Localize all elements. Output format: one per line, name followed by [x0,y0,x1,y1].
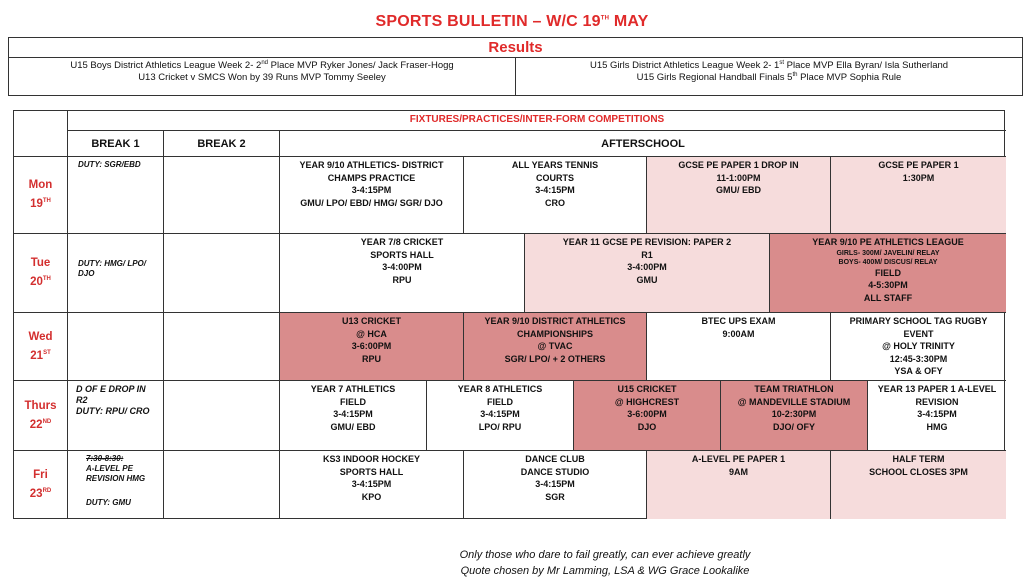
date-num: 20 [30,276,43,288]
results-heading: Results [9,38,1022,58]
results-boys [9,58,515,95]
event-line: 3-4:15PM [480,409,520,419]
event-line: YEAR 7 ATHLETICS [310,384,396,394]
duty-mon: DUTY: SGR/EBD [68,157,164,234]
day-fri [14,451,68,519]
event-wed-1 [280,313,464,381]
event-line: CHAMPIONSHIPS [516,328,593,339]
results-girls [515,58,1022,95]
event-wed-4 [831,313,1006,381]
event-line: 12:45-3:30PM [889,353,948,364]
duty-line: D OF E DROP IN R2 [76,384,146,405]
event-fri-2 [464,451,647,519]
event-line: ALL STAFF [863,292,913,303]
event-thu-2 [427,381,574,451]
event-line: YEAR 13 PAPER 1 A-LEVEL [877,384,997,394]
event-line: @ TVAC [537,341,573,351]
event-line: YEAR 8 ATHLETICS [457,384,543,394]
event-line: YEAR 9/10 DISTRICT ATHLETICS [484,316,626,326]
day-mon [14,157,68,234]
event-line: @ HIGHCREST [614,396,680,407]
day-wed [14,313,68,381]
event-line: YEAR 7/8 CRICKET [360,237,444,247]
event-line: REVISION [915,396,959,407]
day-date [30,416,51,435]
event-fri-1 [280,451,464,519]
break2-fri [164,451,280,519]
event-line: R1 [641,249,653,260]
duty-time-struck: 7:30-8:30: [86,454,124,463]
event-line: RPU [361,353,381,364]
event-subline: BOYS- 400M/ DISCUS/ RELAY [838,258,938,266]
event-line: 3-4:15PM [351,479,392,489]
date-suffix: ST [43,349,51,356]
day-name: Thurs [24,399,57,412]
event-line: 3-4:15PM [917,409,957,419]
event-line: HMG [926,421,948,432]
corner-cell [14,111,68,157]
results-section [8,37,1023,96]
event-line: TEAM TRIATHLON [754,384,834,394]
event-line: 11-1:00PM [716,172,761,183]
day-date [30,347,50,366]
event-line: FIELD [487,396,513,407]
event-line: 10-2:30PM [771,409,817,419]
event-line: RPU [392,274,412,285]
event-mon-1 [280,157,464,234]
bulletin-title: SPORTS BULLETIN – W/C 19TH MAY [375,13,649,30]
date-num: 21 [30,349,44,362]
break2-wed [164,313,280,381]
result-line: U15 Girls Regional Handball Finals 5th Place MVP Sophia Rule [636,71,902,83]
event-tue-1 [280,234,525,313]
event-line: SGR [545,491,565,502]
event-line: GMU/ EBD [716,185,761,195]
event-line: @ HCA [356,328,387,339]
event-line: 3-4:00PM [627,262,667,272]
event-subline: GIRLS- 300M/ JAVELIN/ RELAY [836,249,940,257]
event-line: 3-4:15PM [535,185,575,195]
event-line: SCHOOL CLOSES 3PM [869,466,968,477]
event-line: DANCE CLUB [525,454,585,464]
event-line: BTEC UPS EXAM [701,316,776,326]
event-line: FIELD [875,267,901,278]
date-num: 22 [29,418,43,431]
event-line: YEAR 11 GCSE PE REVISION: PAPER 2 [562,237,732,247]
day-date [30,195,51,214]
event-line: @ HOLY TRINITY [882,341,955,351]
event-line: YEAR 9/10 PE ATHLETICS LEAGUE [812,237,964,247]
event-line: 4-5:30PM [868,280,908,290]
event-mon-4 [831,157,1006,234]
event-line: GMU/ LPO/ EBD/ HMG/ SGR/ DJO [300,197,443,208]
event-line: GMU [636,274,658,285]
event-line: DANCE STUDIO [520,466,590,477]
event-line: SPORTS HALL [370,249,434,260]
event-thu-4 [721,381,868,451]
event-line: A-LEVEL PE PAPER 1 [691,454,786,464]
event-line: DJO [637,421,657,432]
event-thu-1 [280,381,427,451]
event-line: CHAMPS PRACTICE [327,172,416,183]
event-line: LPO/ RPU [478,421,522,432]
break2-thu [164,381,280,451]
break2-mon [164,157,280,234]
event-fri-4 [831,451,1006,519]
date-suffix: TH [42,276,51,283]
date-num: 19 [30,198,43,210]
duty-fri [68,451,164,519]
event-line: ALL YEARS TENNIS [511,160,599,170]
event-line: 3-4:15PM [351,185,392,195]
date-suffix: RD [42,488,52,495]
day-name: Mon [28,179,53,191]
day-tue [14,234,68,313]
event-line: HALF TERM [892,454,945,464]
event-mon-2 [464,157,647,234]
date-num: 23 [29,488,43,500]
event-line: @ MANDEVILLE STADIUM [737,396,851,407]
col-break1: BREAK 1 [68,131,164,157]
event-line: 9:00AM [722,328,755,339]
event-line: 3-6:00PM [627,409,667,419]
result-line: U15 Girls District Athletics League Week 2- 1st Place MVP Ella Byran/ Isla Sutherland [589,59,949,71]
event-line: SPORTS HALL [339,466,404,477]
event-line: CRO [545,197,565,208]
event-line: 3-4:00PM [382,262,422,272]
date-suffix: TH [42,198,51,205]
result-line: U13 Cricket v SMCS Won by 39 Runs MVP Tommy Seeley [138,72,386,83]
event-wed-2 [464,313,647,381]
event-line: GCSE PE PAPER 1 DROP IN [678,160,799,170]
quote [0,547,1024,579]
fixtures-heading: FIXTURES/PRACTICES/INTER-FORM COMPETITIONS [68,111,1006,131]
fixtures-table [13,110,1005,519]
event-line: KPO [361,491,382,502]
event-line: FIELD [340,396,366,407]
event-line: SGR/ LPO/ + 2 OTHERS [504,353,606,364]
event-line: 3-4:15PM [333,409,373,419]
quote-attribution: Quote chosen by Mr Lamming, LSA & WG Grace Lookalike [460,565,750,577]
day-thu [14,381,68,451]
duty-tue: DUTY: HMG/ LPO/ DJO [68,234,164,313]
event-line: EVENT [903,328,934,339]
event-thu-3 [574,381,721,451]
event-line: PRIMARY SCHOOL TAG RUGBY [849,316,988,326]
event-line: KS3 INDOOR HOCKEY [322,454,420,464]
event-line: YEAR 9/10 ATHLETICS- DISTRICT [299,160,444,170]
event-line: U13 CRICKET [341,316,401,326]
event-line: GCSE PE PAPER 1 [878,160,959,170]
event-wed-3 [647,313,831,381]
day-date [30,485,51,504]
col-break2: BREAK 2 [164,131,280,157]
quote-text: Only those who dare to fail greatly, can ever achieve greatly [459,549,751,561]
duty-line: DUTY: GMU [86,498,131,507]
day-date [30,273,51,292]
day-name: Wed [28,330,53,343]
col-afterschool: AFTERSCHOOL [280,131,1006,157]
event-tue-2 [525,234,770,313]
event-line: U15 CRICKET [617,384,677,394]
event-line: COURTS [536,172,574,183]
result-line: U15 Boys District Athletics League Week 2- 2nd Place MVP Ryker Jones/ Jack Fraser-Hogg [70,59,454,71]
event-thu-5 [868,381,1006,451]
break2-tue [164,234,280,313]
event-fri-3 [647,451,831,519]
event-line: 9AM [728,466,748,477]
event-line: DJO/ OFY [772,421,815,432]
date-suffix: ND [42,418,52,425]
event-line: 1:30PM [902,172,935,183]
event-tue-3 [770,234,1006,313]
duty-line: DUTY: RPU/ CRO [76,406,150,416]
day-name: Fri [33,469,48,481]
duty-thu [68,381,164,451]
event-line: GMU/ EBD [330,421,376,432]
duty-line: A-LEVEL PE REVISION HMG [86,464,146,483]
duty-wed [68,313,164,381]
day-name: Tue [30,257,51,269]
event-line: YSA & OFY [894,366,943,376]
event-line: 3-4:15PM [535,479,575,489]
event-line: 3-6:00PM [351,341,392,351]
event-mon-3 [647,157,831,234]
